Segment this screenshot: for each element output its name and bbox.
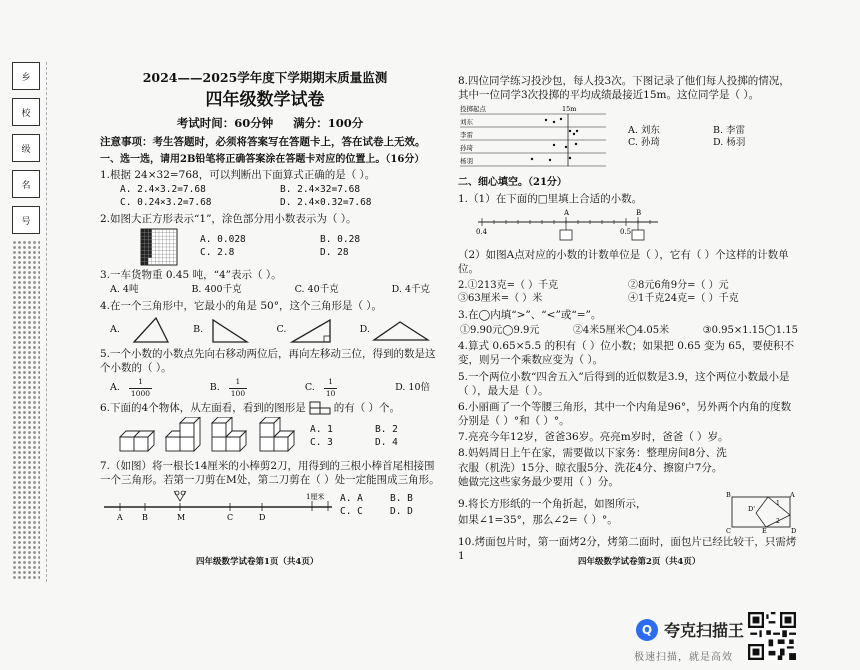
page-2-footer: 四年级数学试卷第2页（共4页） — [578, 557, 701, 567]
brand-name: 夸克扫描王 — [664, 621, 745, 640]
fraction-num: 1 — [328, 377, 333, 387]
quark-logo-icon: Q — [636, 619, 658, 641]
question-4: 4.在一个三角形中，它最小的角是 50°，这个三角形是（ ）。 — [100, 299, 383, 312]
question-5: 5.一个小数的小数点先向右移动两位后，再向左移动三位，得到的数是这个小数的（ ）。 — [100, 348, 436, 375]
fill-question-8: 8.妈妈周日上午在家，需要做以下家务：整理房间8分、洗衣服（机洗）15分、晾衣服5分、洗花4分、擦窗户7分。她做完这些家务最少要用（ ）分。 — [458, 447, 727, 488]
option-letter: A. — [110, 381, 120, 393]
question-3-options — [100, 284, 440, 297]
fill-question-9-text — [458, 495, 726, 529]
point-label: A — [564, 209, 570, 218]
vertex-label: D — [791, 526, 797, 533]
question-2-options — [200, 234, 440, 260]
brand-slogan: 极速扫描，就是高效 — [634, 652, 733, 663]
question-6-text: 6.下面的4个物体，从左面看，看到的图形是 — [100, 401, 306, 414]
ruler-point: M — [177, 513, 186, 523]
fill-question-2 — [458, 279, 798, 306]
option: A. A — [340, 493, 363, 505]
thrower-name: 李雷 — [460, 131, 473, 140]
option: B. B — [390, 493, 413, 505]
triangle-figure — [203, 316, 253, 344]
compare-item: ①9.90元◯9.9元 — [460, 324, 540, 336]
triangle-figure — [370, 316, 430, 344]
ruler-point: B — [142, 513, 148, 523]
hundred-grid-figure — [140, 228, 180, 266]
side-view-figure — [309, 401, 331, 415]
binding-label — [12, 206, 40, 234]
question-7-body — [100, 489, 440, 523]
option: C. 孙琦 — [628, 137, 660, 149]
seal-pattern — [12, 240, 40, 580]
fill-question-4: 4.算式 0.65×5.5 的积有（ ）位小数；如果把 0.65 变为 65，要使积不变，则另一个乘数应变为（ ）。 — [458, 340, 795, 367]
fill-question-5: 5.一个两位小数“四舍五入”后得到的近似数是3.9，这个两位小数最小是（ ），最大是（ ）。 — [458, 370, 790, 397]
fraction — [324, 377, 338, 398]
option: A. 1 — [310, 424, 333, 436]
fill-question-9-line2: 如果∠1=35°，那么∠2=（ ）°。 — [458, 513, 618, 526]
exam-time: 考试时间：60分钟 — [176, 115, 274, 130]
question-6-options — [310, 424, 440, 450]
question-1-options — [100, 184, 440, 210]
option — [360, 316, 430, 344]
fraction-den: 10 — [325, 388, 336, 398]
unit-conversion: ③63厘米=（ ）米 — [458, 293, 543, 305]
question-8-options — [608, 125, 798, 151]
triangle-figure — [120, 316, 170, 344]
fill-question-1a: 1.（1）在下面的□里填上合适的小数。 — [458, 192, 643, 205]
option: D. 杨羽 — [713, 137, 746, 149]
option: A. 4吨 — [110, 284, 139, 296]
exam-title: 四年级数学试卷 — [205, 89, 325, 110]
fill-question-10: 10.烤面包片时，第一面烤2分，烤第二面时，面包片已经比较干，只需烤1 — [458, 535, 797, 563]
thrower-name: 杨羽 — [460, 157, 473, 166]
vertex-label: E — [762, 526, 767, 533]
ruler-point: D — [259, 513, 266, 523]
number-line-label: 0.5 — [620, 228, 632, 237]
binding-label — [12, 98, 40, 126]
question-5-options — [100, 377, 440, 398]
binding-strip — [10, 62, 40, 582]
binding-label-text: 级 — [21, 144, 31, 155]
option: D. 10倍 — [395, 381, 430, 393]
option: D. D — [390, 506, 413, 518]
number-line-label: 0.4 — [476, 228, 488, 237]
exam-title-year: 2024——2025学年度下学期期末质量监测 — [142, 70, 388, 85]
angle-label: 2 — [776, 517, 780, 525]
compare-item: ②4米5厘米◯4.05米 — [572, 324, 670, 336]
option: D. 28 — [320, 246, 349, 258]
vertex-label: C — [726, 526, 731, 533]
question-6-tail: 的有（ ）个。 — [333, 401, 401, 414]
option — [210, 377, 247, 398]
question-4-options — [100, 315, 440, 345]
answer-box — [560, 230, 572, 240]
question-3: 3.一车货物重 0.45 吨，“4”表示（ ）。 — [100, 268, 282, 281]
question-2-body — [100, 228, 440, 266]
triangle-figure — [286, 316, 336, 344]
section-2-heading: 二、细心填空。（21分） — [458, 177, 567, 189]
option: D. 4 — [375, 436, 398, 448]
exam-score: 满分：100分 — [293, 115, 364, 130]
option — [305, 377, 338, 398]
binding-label — [12, 170, 40, 198]
option-letter: B. — [209, 381, 220, 393]
fill-question-1b: （2）如图A点对应的小数的计数单位是（ ），它有（ ）个这样的计数单位。 — [458, 249, 789, 276]
compare-item: ③0.95×1.15◯1.15 — [702, 324, 798, 336]
question-6-body — [100, 417, 440, 457]
option-letter: A. — [110, 323, 120, 335]
ruler-point: C — [227, 513, 234, 523]
binding-label-text: 号 — [21, 216, 31, 227]
scanner-watermark — [636, 618, 744, 641]
vertex-label: D' — [748, 504, 755, 513]
page-1 — [100, 70, 440, 523]
question-8: 8.四位同学练习投沙包，每人投3次。下图记录了他们每人投掷的情况，其中一位同学3次投掷的平均成绩最接近15m。这位同学是（ ）。 — [458, 75, 790, 102]
fraction-num: 1 — [235, 377, 241, 387]
unit-conversion: ④1千克24克=（ ）千克 — [628, 293, 739, 305]
exam-note: 注意事项：考生答题时，必须将答案写在答题卡上，答在试卷上无效。 — [100, 136, 426, 149]
option: C. 0.24×3.2=7.68 — [120, 196, 212, 208]
option: C. 3 — [310, 436, 333, 448]
option: C. 2.8 — [200, 246, 235, 258]
option-letter: C. — [276, 323, 287, 335]
option: B. 0.28 — [320, 234, 361, 246]
throw-start-label: 投掷起点 — [460, 105, 486, 114]
binding-label-text: 校 — [21, 108, 31, 119]
option-letter: D. — [359, 323, 370, 335]
scissors-icon — [174, 491, 186, 501]
option: B. 2.4×32=7.68 — [280, 184, 361, 196]
answer-box — [632, 230, 644, 240]
option: D. 2.4×0.32=7.68 — [280, 196, 372, 208]
unit-conversion: ②8元6角9分=（ ）元 — [628, 279, 729, 291]
page-2 — [458, 72, 798, 565]
page-1-footer: 四年级数学试卷第1页（共4页） — [196, 557, 319, 567]
option: A. 0.028 — [200, 234, 246, 246]
fill-question-6: 6.小丽画了一个等腰三角形，其中一个内角是96°，另外两个内角的度数分别是（ ）°和（ ）°。 — [458, 400, 792, 428]
question-1: 1.根据 24×32=768，可以判断出下面算式正确的是（ ）。 — [100, 169, 376, 181]
cube-objects-figure — [100, 417, 310, 457]
vertex-label: A — [790, 490, 795, 499]
number-line-figure — [458, 208, 698, 242]
question-7-options — [340, 493, 440, 519]
question-7: 7.（如图）将一根长14厘米的小棒剪2刀，用得到的三根小棒首尾相接围一个三角形。若第一刀剪在M处，第二刀剪在（ ）处一定能围成三角形。 — [100, 459, 440, 487]
option: A. 2.4×3.2=7.68 — [120, 184, 206, 196]
option — [193, 316, 253, 344]
binding-label — [12, 134, 40, 162]
ruler-unit-label: 1厘米 — [306, 493, 325, 502]
point-label: B — [636, 209, 642, 218]
option-letter: C. — [304, 381, 315, 393]
fraction-num: 1 — [138, 377, 143, 387]
option — [276, 316, 336, 344]
fill-question-7: 7.亮亮今年12岁，爸爸36岁。亮亮m岁时，爸爸（ ）岁。 — [458, 431, 729, 444]
fill-question-3: 3.在◯内填“>”、“<”或“=”。 — [458, 308, 602, 321]
option: D. 4千克 — [391, 284, 430, 296]
fold-rectangle-figure — [726, 491, 798, 533]
option: B. 2 — [375, 424, 398, 436]
ruler-point: A — [117, 513, 123, 523]
option — [110, 316, 170, 344]
seal-line — [46, 62, 47, 582]
qr-code-icon — [748, 612, 796, 660]
option-letter: B. — [193, 323, 204, 335]
option — [110, 377, 152, 398]
fill-question-9 — [458, 491, 798, 533]
option: B. 400千克 — [191, 284, 242, 296]
exam-meta — [100, 116, 440, 132]
binding-label-text: 名 — [21, 180, 31, 191]
option: A. 刘东 — [628, 124, 660, 136]
thrower-name: 孙琦 — [460, 144, 473, 153]
throw-chart-figure — [458, 104, 608, 170]
stick-ruler-figure — [100, 489, 340, 523]
fraction-den: 100 — [230, 388, 246, 398]
option: B. 李雷 — [713, 124, 746, 136]
thrower-name: 刘东 — [460, 118, 473, 127]
question-2: 2.如图大正方形表示“1”，涂色部分用小数表示为（ ）。 — [100, 212, 357, 225]
throw-15m-label: 15m — [562, 105, 577, 114]
question-8-body — [458, 104, 798, 170]
section-1-heading: 一、选一选，请用2B铅笔将正确答案涂在答题卡对应的位置上。（16分） — [100, 153, 425, 165]
option: C. C — [340, 506, 363, 518]
angle-label: 1 — [776, 499, 780, 507]
option: C. 40千克 — [294, 284, 339, 296]
vertex-label: B — [726, 490, 731, 499]
unit-conversion: 2.①213克=（ ）千克 — [458, 279, 559, 291]
binding-label-text: 乡 — [21, 72, 31, 83]
binding-label — [12, 62, 40, 90]
fraction — [229, 377, 247, 398]
fraction-den: 1000 — [130, 388, 151, 398]
question-6 — [100, 401, 440, 415]
fill-question-9-line1: 9.将长方形纸的一个角折起，如图所示， — [458, 497, 647, 510]
fraction — [129, 377, 152, 398]
fill-question-3-items — [458, 324, 798, 338]
